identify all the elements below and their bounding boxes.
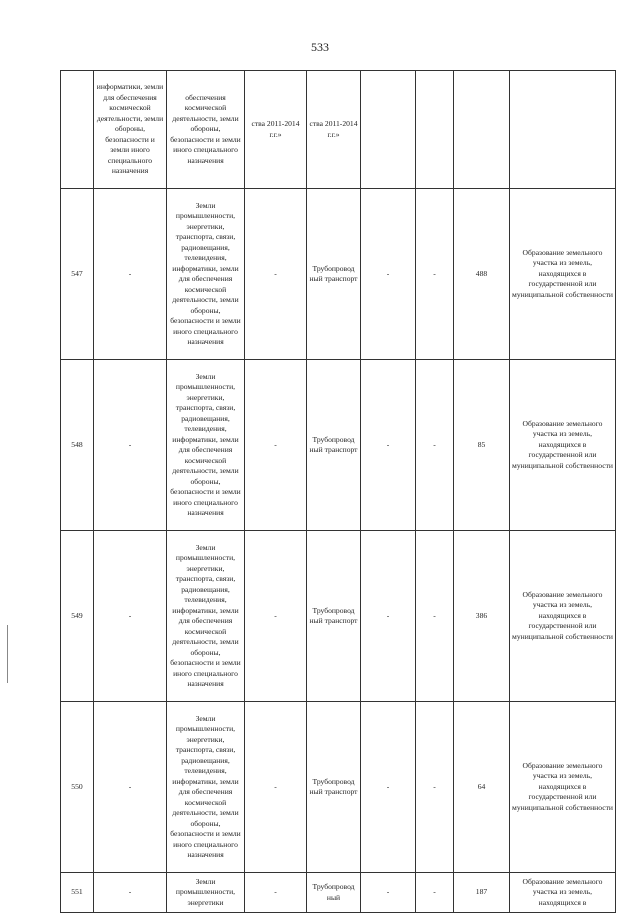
land-category-cell: Земли промышленности, энергетики, транспорта, связи, радиовещания, телевидения, информатики, земли для обеспечения космической деятельности, земли обороны, безопасности и земли иного специального назначения: [167, 189, 245, 360]
area-cell: 488: [454, 189, 510, 360]
cadastral-cell: -: [94, 189, 167, 360]
rights-cell: -: [361, 873, 416, 913]
land-category-cell: Земли промышленности, энергетики, транспорта, связи, радиовещания, телевидения, информатики, земли для обеспечения космической деятельности, земли обороны, безопасности и земли иного специального назначения: [167, 531, 245, 702]
program-cell: -: [245, 873, 307, 913]
cadastral-cell: -: [94, 702, 167, 873]
encumbrance-cell: -: [416, 702, 454, 873]
formation-method-cell: Образование земельного участка из земель, находящихся в государственной или муниципальной собственности: [510, 702, 616, 873]
formation-method-cell: Образование земельного участка из земель, находящихся в государственной или муниципальной собственности: [510, 360, 616, 531]
rights-cell: -: [361, 702, 416, 873]
land-category-cell: Земли промышленности, энергетики, транспорта, связи, радиовещания, телевидения, информатики, земли для обеспечения космической деятельности, земли обороны, безопасности и земли иного специального назначения: [167, 702, 245, 873]
program-cell: ства 2011-2014 г.г.»: [307, 71, 361, 189]
table-row: [61, 360, 616, 531]
margin-mark: [7, 625, 8, 683]
page-number: 533: [311, 40, 329, 54]
cadastral-cell: -: [94, 360, 167, 531]
table-row: [61, 702, 616, 873]
rights-cell: -: [361, 189, 416, 360]
encumbrance-cell: -: [416, 360, 454, 531]
permitted-use-cell: Трубопровод ный транспорт: [307, 360, 361, 531]
formation-method-cell: Образование земельного участка из земель, находящихся в государственной или муниципальной собственности: [510, 531, 616, 702]
empty-cell: [361, 71, 416, 189]
table-row: [61, 71, 616, 189]
rights-cell: -: [361, 360, 416, 531]
land-plots-table: [60, 70, 616, 913]
program-cell: -: [245, 702, 307, 873]
permitted-use-cell: Трубопровод ный транспорт: [307, 189, 361, 360]
encumbrance-cell: -: [416, 189, 454, 360]
row-number: 550: [61, 702, 94, 873]
permitted-use-cell: Трубопровод ный: [307, 873, 361, 913]
table-row: [61, 189, 616, 360]
program-cell: -: [245, 531, 307, 702]
formation-method-cell: Образование земельного участка из земель, находящихся в: [510, 873, 616, 913]
table-row: [61, 531, 616, 702]
row-number: 547: [61, 189, 94, 360]
table-row: [61, 873, 616, 913]
area-cell: 187: [454, 873, 510, 913]
rights-cell: -: [361, 531, 416, 702]
row-number: 551: [61, 873, 94, 913]
row-number: 548: [61, 360, 94, 531]
area-cell: 386: [454, 531, 510, 702]
program-cell: ства 2011-2014 г.г.»: [245, 71, 307, 189]
empty-cell: [416, 71, 454, 189]
empty-cell: [510, 71, 616, 189]
encumbrance-cell: -: [416, 873, 454, 913]
area-cell: 64: [454, 702, 510, 873]
row-number: [61, 71, 94, 189]
cadastral-cell: -: [94, 531, 167, 702]
program-cell: -: [245, 189, 307, 360]
land-category-cell: Земли промышленности, энергетики, транспорта, связи, радиовещания, телевидения, информатики, земли для обеспечения космической деятельности, земли обороны, безопасности и земли иного специального назначения: [167, 360, 245, 531]
row-number: 549: [61, 531, 94, 702]
permitted-use-cell: Трубопровод ный транспорт: [307, 702, 361, 873]
empty-cell: [454, 71, 510, 189]
category-cell: информатики, земли для обеспечения космической деятельности, земли обороны, безопасности и земли иного специального назначения: [94, 71, 167, 189]
land-category-cell: обеспечения космической деятельности, земли обороны, безопасности и земли иного специального назначения: [167, 71, 245, 189]
area-cell: 85: [454, 360, 510, 531]
cadastral-cell: -: [94, 873, 167, 913]
land-category-cell: Земли промышленности, энергетики: [167, 873, 245, 913]
formation-method-cell: Образование земельного участка из земель, находящихся в государственной или муниципальной собственности: [510, 189, 616, 360]
program-cell: -: [245, 360, 307, 531]
permitted-use-cell: Трубопровод ный транспорт: [307, 531, 361, 702]
encumbrance-cell: -: [416, 531, 454, 702]
